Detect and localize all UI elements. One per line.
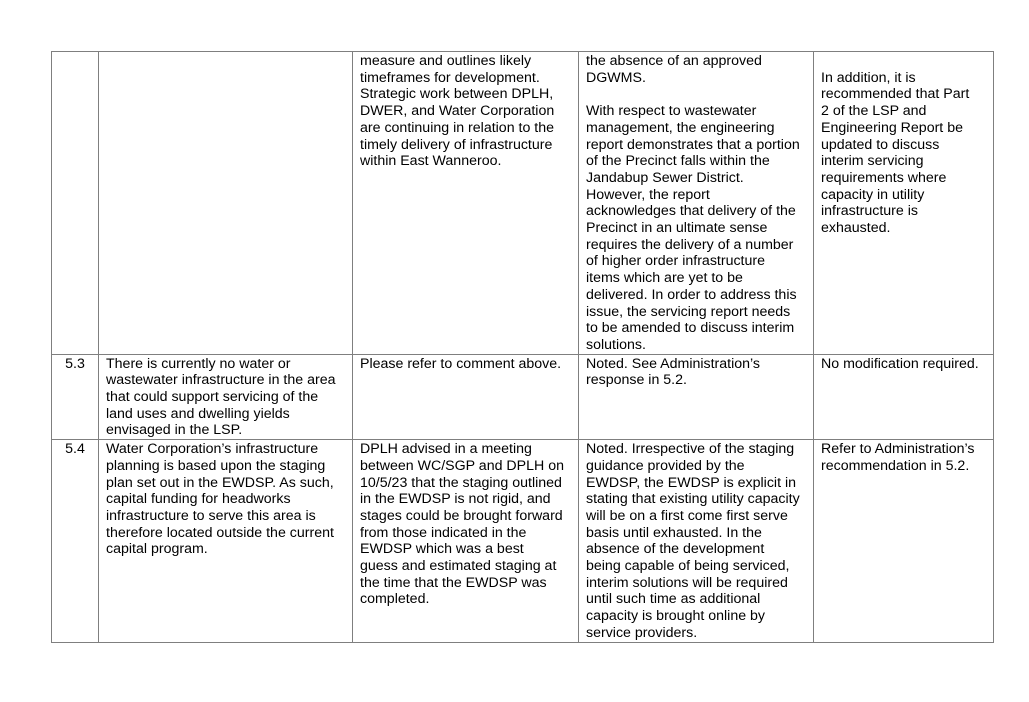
item-number-cell: 5.3 xyxy=(52,354,99,440)
table-row xyxy=(52,52,994,355)
administration-response-cell: Noted. Irrespective of the staging guidance provided by the EWDSP, the EWDSP is explicit in stating that existing utility capacity will be on a first come first serve basis until exhausted. In the absence of the development being capable of being serviced, interim solutions will be required until such time as additional capacity is brought online by service providers. xyxy=(579,440,814,643)
issue-cell: Water Corporation’s infrastructure planning is based upon the staging plan set out in the EWDSP. As such, capital funding for headworks infrastructure to serve this area is therefore located outside the current capital program. xyxy=(99,440,353,643)
comment-cell: DPLH advised in a meeting between WC/SGP and DPLH on 10/5/23 that the staging outlined in the EWDSP is not rigid, and stages could be brought forward from those indicated in the EWDSP which was a best guess and estimated staging at the time that the EWDSP was completed. xyxy=(353,440,579,643)
recommendation-cell: In addition, it is recommended that Part 2 of the LSP and Engineering Report be updated to discuss interim servicing requirements where capacity in utility infrastructure is exhausted. xyxy=(814,52,994,355)
table-row xyxy=(52,354,994,440)
administration-response-cell: Noted. See Administration’s response in 5.2. xyxy=(579,354,814,440)
table-row xyxy=(52,440,994,643)
recommendation-cell: No modification required. xyxy=(814,354,994,440)
comments-table xyxy=(51,51,994,643)
item-number-cell xyxy=(52,52,99,355)
comment-cell: Please refer to comment above. xyxy=(353,354,579,440)
issue-cell xyxy=(99,52,353,355)
issue-cell: There is currently no water or wastewater infrastructure in the area that could support servicing of the land uses and dwelling yields envisaged in the LSP. xyxy=(99,354,353,440)
item-number-cell: 5.4 xyxy=(52,440,99,643)
recommendation-cell: Refer to Administration’s recommendation in 5.2. xyxy=(814,440,994,643)
administration-response-cell: the absence of an approved DGWMS. With respect to wastewater management, the engineering report demonstrates that a portion of the Precinct falls within the Jandabup Sewer District. However, the report acknowledges that delivery of the Precinct in an ultimate sense requires the delivery of a number of higher order infrastructure items which are yet to be delivered. In order to address this issue, the servicing report needs to be amended to discuss interim solutions. xyxy=(579,52,814,355)
comment-cell: measure and outlines likely timeframes for development. Strategic work between DPLH, DWER, and Water Corporation are continuing in relation to the timely delivery of infrastructure within East Wanneroo. xyxy=(353,52,579,355)
